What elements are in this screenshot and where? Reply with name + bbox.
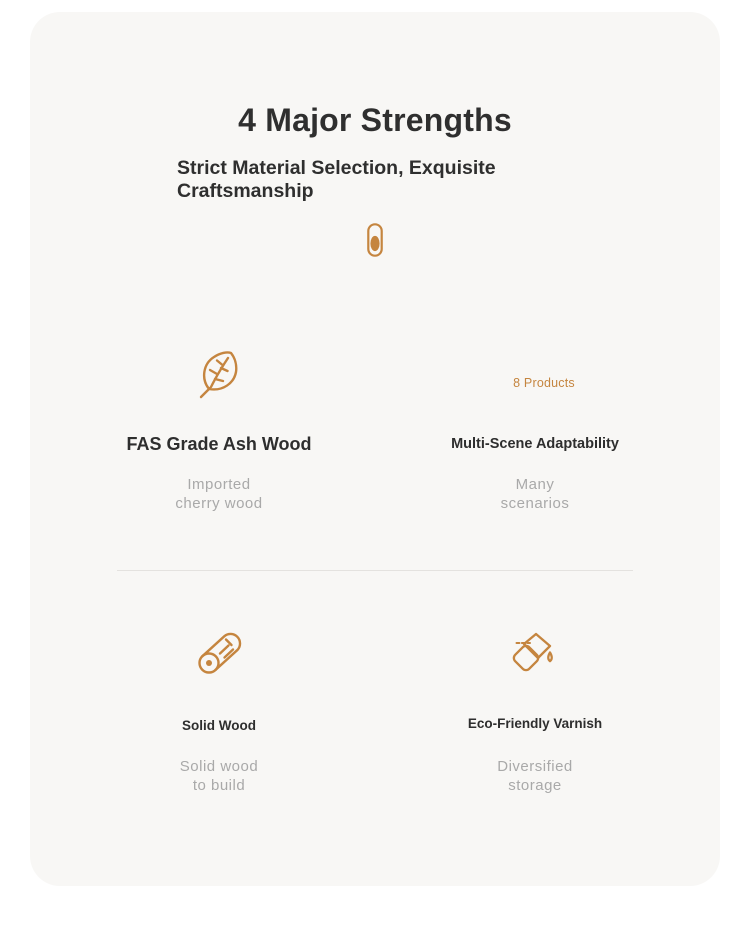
strengths-card bbox=[30, 12, 720, 886]
feature-desc-eco-friendly-varnish bbox=[385, 758, 685, 795]
feature-title-multi-scene-adaptability: Multi-Scene Adaptability bbox=[451, 436, 619, 452]
pill-capsule-icon bbox=[367, 223, 383, 257]
desc-line-2: to build bbox=[192, 776, 246, 794]
feature-title-solid-wood: Solid Wood bbox=[182, 718, 256, 733]
paint-bucket-icon bbox=[508, 628, 555, 675]
subtitle-line-2: Craftsmanship bbox=[177, 180, 314, 202]
desc-line-2: scenarios bbox=[500, 494, 570, 512]
products-count-badge: 8 Products bbox=[513, 376, 575, 390]
leaf-icon bbox=[196, 348, 244, 400]
log-icon bbox=[195, 630, 247, 678]
desc-line-1: Solid wood bbox=[179, 758, 259, 775]
feature-desc-fas-grade-ash-wood bbox=[69, 476, 369, 513]
feature-title-eco-friendly-varnish: Eco-Friendly Varnish bbox=[467, 716, 603, 731]
page-title: 4 Major Strengths bbox=[238, 102, 512, 138]
feature-desc-solid-wood bbox=[69, 758, 369, 795]
section-divider bbox=[117, 570, 633, 571]
desc-line-2: cherry wood bbox=[175, 494, 263, 512]
desc-line-1: Diversified bbox=[497, 758, 573, 775]
subtitle-line-1: Strict Material Selection, Exquisite bbox=[177, 157, 496, 179]
desc-line-1: Imported bbox=[187, 476, 251, 493]
desc-line-2: storage bbox=[508, 776, 562, 794]
feature-desc-multi-scene-adaptability bbox=[385, 476, 685, 513]
desc-line-1: Many bbox=[515, 476, 555, 493]
feature-title-fas-grade-ash-wood: FAS Grade Ash Wood bbox=[126, 434, 312, 454]
section-subtitle bbox=[177, 157, 517, 203]
